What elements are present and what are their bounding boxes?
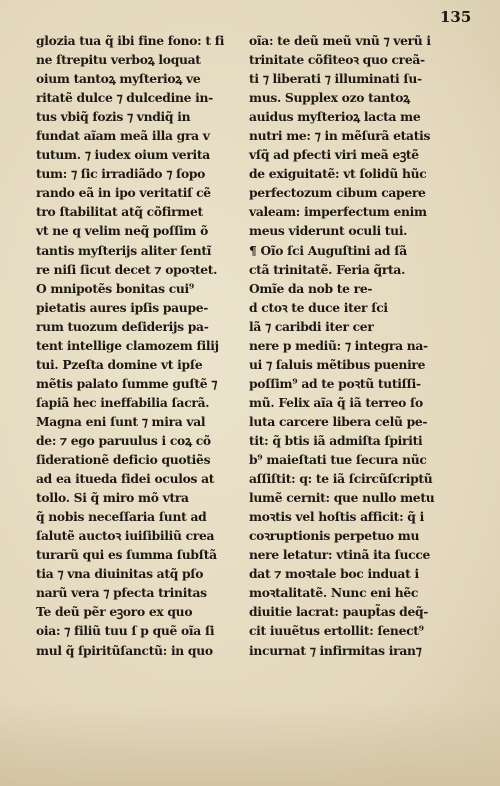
text-line: dat ⁊ moꝛtale boc induat i <box>249 566 419 582</box>
text-line: glozia tua q̃ ibi fine fono: t fi <box>36 33 225 48</box>
text-line: Omĩe da nob te re- <box>249 280 373 296</box>
text-line: coꝛruptionis perpetuo mu <box>249 528 420 544</box>
text-line: O mnipotẽs bonitas cui⁹ <box>36 280 194 296</box>
text-line: b⁹ maieſtati tue ſecura nũc <box>249 452 427 468</box>
text-line: ui ⁊ ſaluis mẽtibus puenire <box>249 356 426 372</box>
text-line: perfectozum cibum capere <box>249 185 426 201</box>
text-line: pietatis aures ipſis paupe- <box>36 299 209 315</box>
text-line: tent intellige clamozem filij <box>36 337 219 353</box>
text-line: tum: ⁊ ſic irradiãdo ⁊ ſopo <box>36 166 206 182</box>
text-line: trinitate cõfiteoꝛ quo creã- <box>249 52 425 68</box>
text-line: tollo. Si q̃ miro mõ vtra <box>36 490 189 506</box>
page-number: 135 <box>440 8 472 26</box>
text-line: ſalutẽ auctoꝛ iuiſibiliũ crea <box>36 528 215 544</box>
text-line: vt ne q velim neq̃ poſſim õ <box>36 223 209 239</box>
text-line: diuitie lacrat: paupt̃as deq̃- <box>249 604 429 620</box>
text-line: luta carcere libera celũ pe- <box>249 413 428 429</box>
text-line: ſiderationẽ deficio quotiẽs <box>36 452 211 468</box>
text-line: ¶ Oĩo ſci Auguſtini ad ſã <box>249 242 407 258</box>
text-line: nere letatur: vtinã ita ſucce <box>249 547 431 563</box>
text-line: tui. Pzeſta domine vt ipſe <box>36 356 203 372</box>
text-line: ne ſtrepitu verboꝝ loquat <box>36 52 201 68</box>
text-line: mul q̃ ſpiritũſanctũ: in quo <box>36 642 213 658</box>
text-line: poſſim⁹ ad te poꝛtũ tutiſſi- <box>249 375 421 391</box>
text-line: auidus myſterioꝝ lacta me <box>249 109 421 125</box>
text-line: oia: ⁊ filiũ tuu ſ p quẽ oĩa ſi <box>36 623 215 639</box>
text-line: moꝛtalitatẽ. Nunc eni hẽc <box>249 585 419 601</box>
text-line: vſq̃ ad pfecti viri meã eꝫtẽ <box>249 147 419 163</box>
text-line: de: ⁊ ego paruulus i coꝝ cõ <box>36 432 211 448</box>
text-line: re niſi ſicut decet ⁊ opoꝛtet. <box>36 261 218 277</box>
text-line: rum tuozum deſiderijs pa- <box>36 318 209 334</box>
text-line: Magna eni ſunt ⁊ mira val <box>36 413 206 429</box>
text-line: ctã trinitatẽ. Feria q̃rta. <box>249 261 406 277</box>
text-line: mẽtis palato ſumme guſtẽ ⁊ <box>36 375 218 391</box>
text-line: fundat aĩam meã illa gra v <box>36 128 210 144</box>
text-line: aſſiſtit: q: te iã ſcircũſcriptũ <box>249 471 433 487</box>
text-line: ti ⁊ liberati ⁊ illuminati ſu- <box>249 71 422 87</box>
page-shadow <box>0 700 500 786</box>
text-line: meus viderunt oculi tui. <box>249 223 408 239</box>
text-line: tro ſtabilitat atq̃ cõfirmet <box>36 204 203 220</box>
text-line: lumẽ cernit: que nullo metu <box>249 490 435 506</box>
text-line: mũ. Felix aĩa q̃ iã terreo ſo <box>249 394 423 410</box>
text-line: tus vbiq̃ fozis ⁊ vndiq̃ in <box>36 109 191 125</box>
text-line: tia ⁊ vna diuinitas atq̃ pſo <box>36 566 204 582</box>
text-line: mus. Supplex ozo tantoꝝ <box>249 90 410 106</box>
text-line: nutri me: ⁊ in mẽſurã etatis <box>249 128 431 144</box>
text-line: lã ⁊ caribdi iter cer <box>249 318 374 334</box>
text-line: ſapiã hec ineffabilia ſacrã. <box>36 394 210 410</box>
left-column <box>36 31 244 660</box>
text-line: narũ vera ⁊ pfecta trinitas <box>36 585 207 601</box>
text-line: turarũ qui es ſumma ſubſtã <box>36 547 217 563</box>
text-line: cit iuuẽtus ertollit: ſenect⁹ <box>249 623 424 639</box>
text-line: Te deũ pẽr eꝫoro ex quo <box>36 604 193 620</box>
text-line: de exiguitatẽ: vt ſolidũ hũc <box>249 166 427 182</box>
text-line: valeam: imperfectum enim <box>249 204 427 220</box>
text-line: q̃ nobis neceſſaria ſunt ad <box>36 509 207 525</box>
text-line: tit: q̃ btis iã admiſta ſpiriti <box>249 432 423 448</box>
text-line: oium tantoꝝ myſterioꝝ ve <box>36 71 201 87</box>
text-line: d ctoꝛ te duce iter ſci <box>249 299 388 315</box>
text-line: tutum. ⁊ iudex oium verita <box>36 147 210 163</box>
text-line: ritatẽ dulce ⁊ dulcedine in- <box>36 90 213 106</box>
right-column <box>249 31 461 660</box>
text-line: oĩa: te deũ meũ vnũ ⁊ verũ i <box>249 33 431 48</box>
text-line: nere p mediũ: ⁊ integra na- <box>249 337 428 353</box>
text-line: tantis myſterijs aliter ſentĩ <box>36 242 212 258</box>
text-line: rando eã in ipo veritatiſ cẽ <box>36 185 211 201</box>
text-line: moꝛtis vel hoſtis afficit: q̃ i <box>249 509 424 525</box>
text-line: ad ea itueda fidei oculos at <box>36 471 215 487</box>
text-line: incurnat ⁊ infirmitas iran⁊ <box>249 642 422 658</box>
